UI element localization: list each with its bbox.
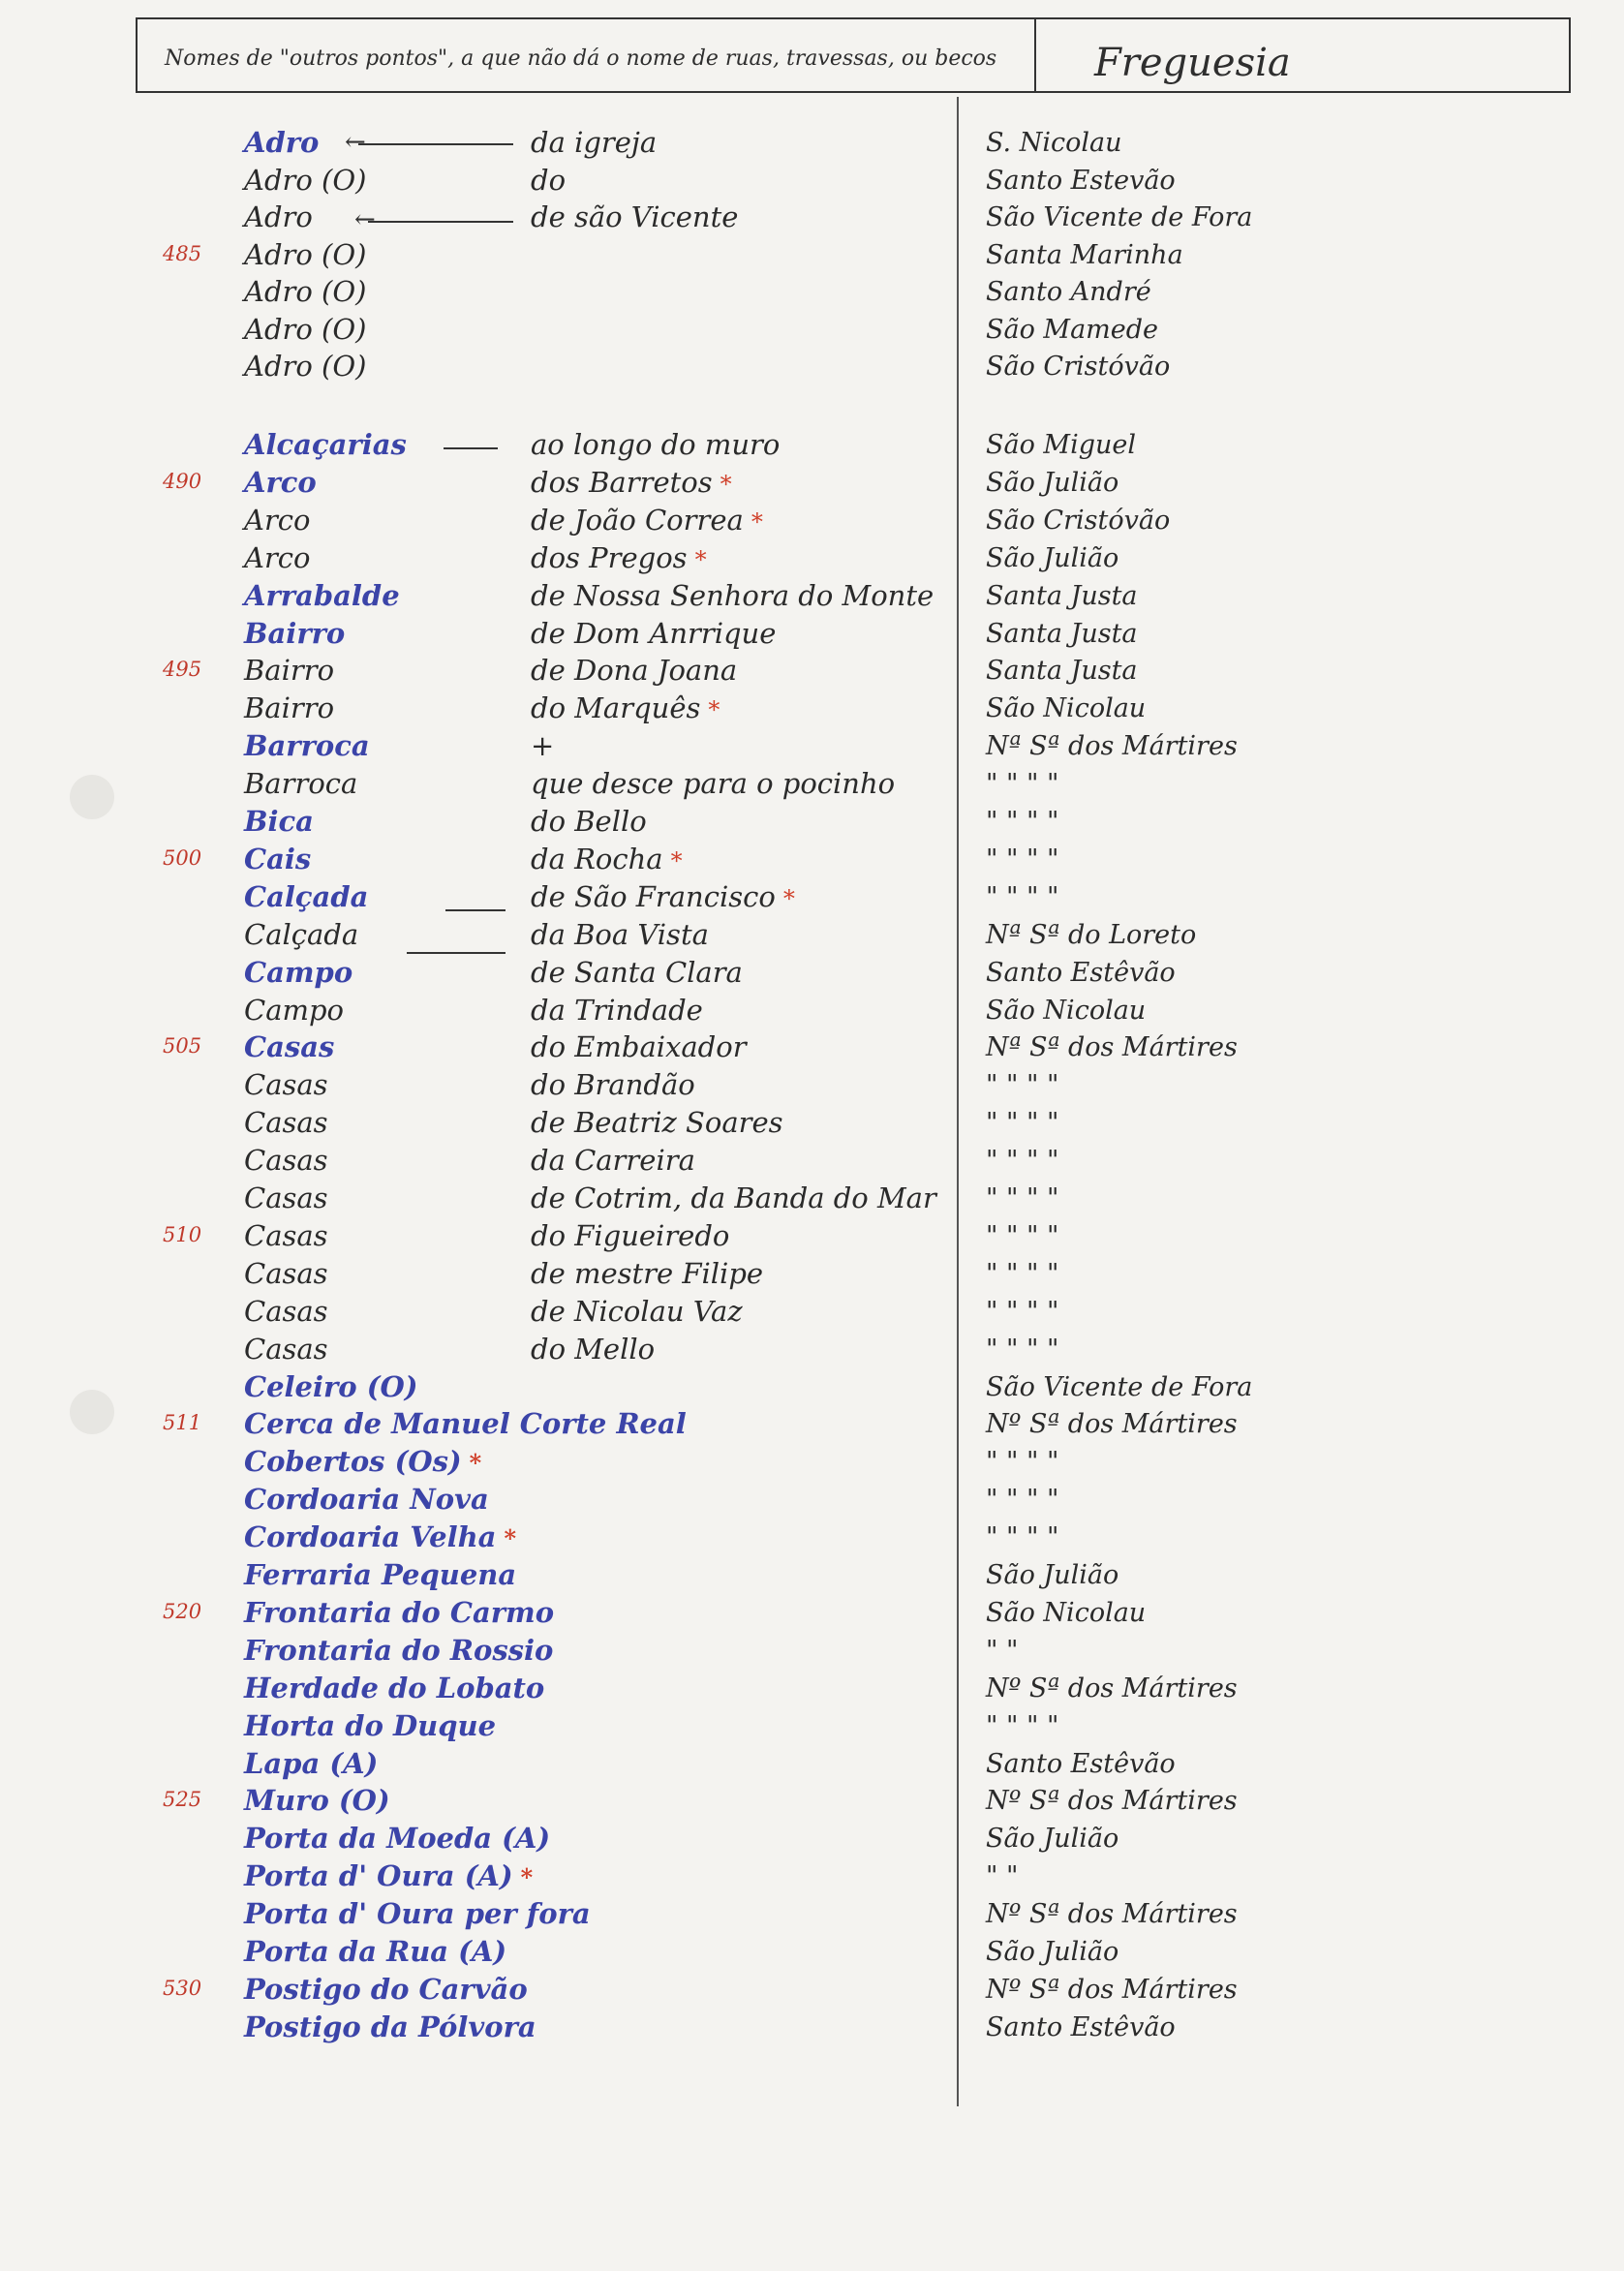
entry-name-text: Alcaçarias (244, 428, 407, 461)
entry-name (244, 1709, 504, 1742)
entry-name (244, 1747, 385, 1780)
entry-suffix (531, 504, 763, 537)
list-item (0, 579, 1624, 616)
entry-parish: " " " " (986, 807, 1059, 837)
entry-parish: " " (986, 1861, 1019, 1892)
entry-name-text: Casas (244, 1106, 328, 1140)
list-item (0, 767, 1624, 804)
entry-suffix (531, 767, 903, 800)
asterisk-mark: * (751, 507, 763, 536)
entry-parish: São Julião (986, 1937, 1119, 1967)
entry-suffix (531, 1333, 662, 1366)
entry-name (244, 691, 334, 724)
entry-name-text: Casas (244, 1218, 328, 1252)
entry-name (244, 1973, 536, 2006)
entry-name (244, 654, 334, 687)
entry-parish: Nª Sª do Loreto (986, 919, 1197, 950)
entry-suffix (531, 843, 683, 875)
entry-suffix (531, 579, 941, 612)
entry-suffix-text: da igreja (531, 126, 658, 159)
entry-name-text: Cordoaria Velha (244, 1520, 497, 1554)
entry-name-text: Arrabalde (244, 578, 400, 612)
entry-number: 495 (163, 658, 202, 682)
list-item (0, 1407, 1624, 1444)
entry-name-text: Casas (244, 1256, 328, 1290)
entry-parish: Nº Sª dos Mártires (986, 1409, 1238, 1440)
list-item (0, 843, 1624, 879)
entry-name (244, 767, 357, 800)
entry-name-text: Adro (244, 126, 320, 159)
asterisk-mark: * (720, 470, 732, 498)
entry-parish: Santo Estêvão (986, 1748, 1176, 1779)
entry-parish: " " (986, 1635, 1019, 1666)
entry-name-text: Cais (244, 842, 312, 875)
entry-suffix (531, 617, 783, 650)
entry-number: 511 (163, 1411, 202, 1435)
list-item (0, 1182, 1624, 1218)
list-item (0, 1445, 1624, 1482)
entry-parish: São Nicolau (986, 1597, 1147, 1628)
entry-parish: Santa Justa (986, 618, 1138, 649)
list-item (0, 691, 1624, 728)
entry-parish: São Miguel (986, 430, 1136, 460)
entry-name-text: Herdade do Lobato (244, 1671, 545, 1704)
entry-suffix-text: de Nicolau Vaz (531, 1294, 743, 1328)
entry-name (244, 238, 374, 271)
list-item (0, 1030, 1624, 1067)
entry-name (244, 1634, 561, 1667)
entry-name-text: Casas (244, 1068, 328, 1102)
entry-number: 530 (163, 1976, 202, 2000)
list-item (0, 1219, 1624, 1256)
list-item (0, 729, 1624, 766)
entry-name (244, 918, 358, 951)
entry-suffix-text: dos Pregos (531, 540, 688, 574)
entry-parish: " " " " (986, 769, 1059, 800)
entry-name-text: Barroca (244, 729, 370, 763)
entry-name (244, 1068, 328, 1101)
entry-suffix (531, 654, 745, 687)
arrow-left-icon: ← (354, 205, 376, 234)
list-item (0, 164, 1624, 200)
entry-suffix (531, 1068, 703, 1101)
list-item (0, 200, 1624, 237)
entry-parish: São Nicolau (986, 995, 1147, 1026)
entry-name-text: Casas (244, 1332, 328, 1366)
entry-suffix (531, 1295, 751, 1328)
entry-name-text: Bairro (244, 691, 335, 725)
entry-name (244, 880, 368, 913)
entry-suffix-text: de mestre Filipe (531, 1256, 764, 1290)
entry-name-text: Barroca (244, 767, 358, 801)
entry-suffix (531, 1219, 737, 1252)
entry-suffix-text: do Figueiredo (531, 1218, 730, 1252)
entry-name-text: Bica (244, 805, 314, 838)
entry-suffix-text: do (531, 163, 567, 197)
entry-suffix-text: + (531, 729, 555, 763)
list-item (0, 1257, 1624, 1294)
entry-name (244, 956, 352, 989)
entry-name (244, 1257, 328, 1290)
entry-suffix-text: de Dom Anrrique (531, 616, 777, 650)
entry-suffix (531, 918, 717, 951)
entry-name-text: Adro (O) (244, 163, 367, 197)
entry-name (244, 617, 345, 650)
entry-suffix-text: do Marquês (531, 691, 701, 725)
header-left-title: Nomes de "outros pontos", a que não dá o nome de ruas, travessas, ou becos (165, 46, 997, 71)
entry-name-text: Casas (244, 1030, 335, 1064)
entry-parish: " " " " (986, 1485, 1059, 1516)
entry-name-text: Frontaria do Carmo (244, 1595, 555, 1629)
entry-name-text: Porta d' Oura (A) (244, 1859, 513, 1893)
list-item (0, 2010, 1624, 2047)
list-item (0, 1558, 1624, 1595)
entry-parish: São Vicente de Fora (986, 1371, 1253, 1402)
entry-parish: São Julião (986, 467, 1119, 498)
entry-name (244, 350, 374, 383)
list-item (0, 918, 1624, 955)
entry-number: 520 (163, 1599, 202, 1623)
list-item (0, 1859, 1624, 1896)
entry-name (244, 1672, 552, 1704)
list-item (0, 1672, 1624, 1708)
list-item (0, 350, 1624, 386)
entry-name (244, 843, 311, 875)
list-item (0, 1784, 1624, 1821)
entry-name-text: Porta da Moeda (A) (244, 1822, 551, 1856)
entry-suffix-text: do Mello (531, 1332, 656, 1366)
entry-parish: Santo André (986, 277, 1151, 307)
entry-number: 525 (163, 1788, 202, 1812)
entry-parish: São Vicente de Fora (986, 202, 1253, 232)
entry-name (244, 1445, 481, 1478)
entry-name (244, 1333, 328, 1366)
entry-parish: " " " " (986, 1710, 1059, 1741)
entry-parish: " " " " (986, 1296, 1059, 1327)
entry-name-text: Ferraria Pequena (244, 1558, 517, 1591)
entry-name (244, 275, 374, 308)
entry-name (244, 1144, 328, 1177)
entry-suffix (531, 1144, 703, 1177)
entry-name (244, 1558, 524, 1591)
entry-parish: Nº Sª dos Mártires (986, 1673, 1238, 1703)
entry-name (244, 805, 314, 838)
entry-name-text: Adro (O) (244, 312, 367, 346)
entry-name-text: Adro (O) (244, 237, 367, 271)
entry-parish: Nª Sª dos Mártires (986, 1032, 1238, 1063)
entry-parish: Santo Estêvão (986, 2011, 1176, 2042)
entry-suffix (531, 541, 707, 574)
entry-name (244, 2010, 544, 2043)
entry-name (244, 1030, 334, 1063)
entry-suffix-text: de Santa Clara (531, 955, 743, 989)
list-item (0, 1520, 1624, 1557)
list-item (0, 1295, 1624, 1332)
header-divider (1034, 17, 1036, 93)
entry-parish: São Cristóvão (986, 352, 1171, 382)
entry-parish: Santo Estêvão (986, 957, 1176, 988)
entry-name (244, 1784, 398, 1817)
entry-name-text: Arco (244, 540, 311, 574)
list-item (0, 617, 1624, 654)
entry-name-text: Casas (244, 1294, 328, 1328)
entry-name-text: Porta da Rua (A) (244, 1935, 507, 1968)
entry-name-text: Adro (244, 200, 313, 233)
entry-name-text: Calçada (244, 917, 359, 951)
entry-parish: " " " " (986, 1447, 1059, 1478)
entry-name-text: Postigo do Carvão (244, 1972, 528, 2006)
entry-name-text: Bairro (244, 654, 335, 688)
entry-name-text: Celeiro (O) (244, 1369, 418, 1403)
list-item (0, 956, 1624, 993)
entry-parish: Nº Sª dos Mártires (986, 1786, 1238, 1817)
asterisk-mark: * (504, 1524, 517, 1553)
entry-name (244, 313, 374, 346)
list-item (0, 1068, 1624, 1105)
entry-name (244, 200, 313, 233)
list-item (0, 1370, 1624, 1407)
list-item (0, 1333, 1624, 1369)
entry-name-text: Campo (244, 955, 353, 989)
header-right-title: Freguesia (1094, 41, 1291, 85)
entry-parish: São Cristóvão (986, 505, 1171, 536)
entry-parish: São Julião (986, 542, 1119, 573)
entry-name (244, 1106, 328, 1139)
list-item (0, 1747, 1624, 1784)
list-item (0, 1935, 1624, 1972)
entry-name-text: Bairro (244, 616, 346, 650)
list-item (0, 1106, 1624, 1143)
entry-number: 510 (163, 1222, 202, 1246)
entry-suffix (531, 691, 720, 724)
entry-parish: Santo Estevão (986, 165, 1176, 196)
entry-name-text: Porta d' Oura per fora (244, 1897, 591, 1931)
entry-suffix (531, 200, 746, 233)
entry-suffix-text: dos Barretos (531, 465, 713, 499)
entry-name (244, 579, 400, 612)
asterisk-mark: * (520, 1863, 534, 1892)
list-item (0, 1897, 1624, 1934)
entry-name (244, 729, 370, 762)
list-item (0, 428, 1624, 465)
entry-name-text: Arco (244, 503, 311, 537)
entry-name (244, 1182, 328, 1214)
entry-name (244, 1219, 328, 1252)
entry-suffix (531, 1030, 754, 1063)
entry-parish: São Julião (986, 1824, 1119, 1855)
entry-name-text: Cerca de Manuel Corte Real (244, 1407, 687, 1441)
entry-name (244, 1859, 533, 1892)
list-item (0, 994, 1624, 1030)
entry-parish: Santa Justa (986, 580, 1138, 611)
entry-suffix-text: de Beatriz Soares (531, 1106, 783, 1140)
list-item (0, 805, 1624, 842)
entry-name (244, 1822, 558, 1855)
entry-parish: Nª Sª dos Mártires (986, 731, 1238, 762)
arrow-left-icon: ← (345, 128, 366, 157)
asterisk-mark: * (469, 1449, 482, 1478)
entry-parish: " " " " (986, 1258, 1059, 1289)
entry-suffix-text: de João Correa (531, 503, 744, 537)
entry-parish: " " " " (986, 1108, 1059, 1139)
entry-name-text: Frontaria do Rossio (244, 1633, 554, 1667)
entry-name (244, 504, 311, 537)
entry-suffix-text: de São Francisco (531, 879, 776, 913)
entry-number: 500 (163, 845, 202, 870)
list-item (0, 275, 1624, 312)
entry-suffix (531, 466, 732, 499)
list-item (0, 1483, 1624, 1519)
entry-name-text: Calçada (244, 879, 369, 913)
entry-suffix-text: do Bello (531, 805, 647, 838)
entry-name-text: Horta do Duque (244, 1708, 497, 1742)
entry-parish: São Mamede (986, 314, 1159, 345)
entry-parish: São Nicolau (986, 693, 1147, 724)
list-item (0, 466, 1624, 503)
entry-suffix (531, 1182, 944, 1214)
entry-name (244, 164, 366, 197)
entry-parish: Santa Justa (986, 656, 1138, 687)
entry-name-text: Cobertos (Os) (244, 1445, 462, 1479)
entry-parish: " " " " (986, 844, 1059, 875)
entry-suffix (531, 994, 711, 1027)
entry-suffix-text: do Brandão (531, 1068, 695, 1102)
entry-parish: " " " " (986, 1183, 1059, 1213)
entry-name (244, 1407, 694, 1440)
entry-suffix (531, 1257, 771, 1290)
entry-name (244, 1295, 328, 1328)
list-item (0, 880, 1624, 917)
entry-name-text: Casas (244, 1182, 328, 1214)
entry-name-text: Casas (244, 1144, 328, 1178)
entry-suffix (531, 729, 562, 762)
entry-suffix-text: que desce para o pocinho (531, 767, 896, 801)
list-item (0, 541, 1624, 578)
entry-suffix-text: da Carreira (531, 1144, 695, 1178)
entry-name-text: Arco (244, 465, 317, 499)
entry-parish: " " " " (986, 1334, 1059, 1365)
list-item (0, 1144, 1624, 1181)
entry-parish: Santa Marinha (986, 239, 1183, 270)
asterisk-mark: * (694, 545, 707, 573)
entry-name (244, 428, 407, 461)
entry-suffix-text: de Cotrim, da Banda do Mar (531, 1182, 936, 1214)
entry-number: 485 (163, 241, 202, 265)
entry-suffix (531, 1106, 791, 1139)
entry-name (244, 994, 344, 1027)
list-item (0, 1822, 1624, 1858)
list-item (0, 504, 1624, 540)
entry-parish: " " " " (986, 1070, 1059, 1101)
entry-parish: S. Nicolau (986, 128, 1122, 158)
entry-name-text: Campo (244, 993, 345, 1027)
entry-name-text: Lapa (A) (244, 1746, 379, 1780)
entry-suffix (531, 428, 787, 461)
entry-suffix (531, 805, 655, 838)
entry-suffix-text: do Embaixador (531, 1030, 747, 1064)
entry-number: 490 (163, 469, 202, 493)
entry-name-text: Postigo da Pólvora (244, 2010, 536, 2043)
asterisk-mark: * (782, 884, 795, 912)
entry-name (244, 1596, 562, 1629)
entry-number: 505 (163, 1034, 202, 1059)
entry-name (244, 466, 317, 499)
entry-name-text: Cordoaria Nova (244, 1483, 489, 1517)
entry-name (244, 1520, 516, 1553)
list-item (0, 1634, 1624, 1671)
entry-parish: Nº Sª dos Mártires (986, 1974, 1238, 2005)
list-item (0, 313, 1624, 350)
entry-name (244, 1483, 497, 1516)
entry-name (244, 1370, 425, 1403)
list-item (0, 1596, 1624, 1633)
entry-parish: " " " " (986, 881, 1059, 912)
entry-suffix-text: de Nossa Senhora do Monte (531, 578, 935, 612)
entry-parish: Nº Sª dos Mártires (986, 1899, 1238, 1930)
asterisk-mark: * (708, 696, 720, 724)
entry-suffix (531, 164, 573, 197)
entry-suffix-text: ao longo do muro (531, 428, 781, 461)
list-item (0, 654, 1624, 691)
entry-parish: " " " " (986, 1220, 1059, 1251)
entry-suffix-text: da Rocha (531, 842, 663, 875)
entry-suffix (531, 126, 664, 159)
list-item (0, 126, 1624, 163)
entry-suffix (531, 956, 751, 989)
entry-suffix-text: da Boa Vista (531, 917, 709, 951)
list-item (0, 1709, 1624, 1746)
entry-name (244, 541, 311, 574)
entry-name-text: Adro (O) (244, 275, 367, 308)
entry-suffix-text: de Dona Joana (531, 654, 738, 688)
entry-name (244, 126, 319, 159)
entry-parish: São Julião (986, 1560, 1119, 1590)
entry-name (244, 1897, 598, 1930)
entry-suffix-text: de são Vicente (531, 200, 739, 233)
entry-name-text: Adro (O) (244, 350, 367, 383)
entry-name-text: Muro (O) (244, 1784, 390, 1818)
list-item (0, 238, 1624, 275)
entry-parish: " " " " (986, 1146, 1059, 1177)
list-item (0, 1973, 1624, 2010)
entry-suffix (531, 880, 795, 913)
asterisk-mark: * (670, 846, 683, 875)
entry-name (244, 1935, 514, 1968)
entry-parish: " " " " (986, 1522, 1059, 1553)
entry-suffix-text: da Trindade (531, 993, 703, 1027)
